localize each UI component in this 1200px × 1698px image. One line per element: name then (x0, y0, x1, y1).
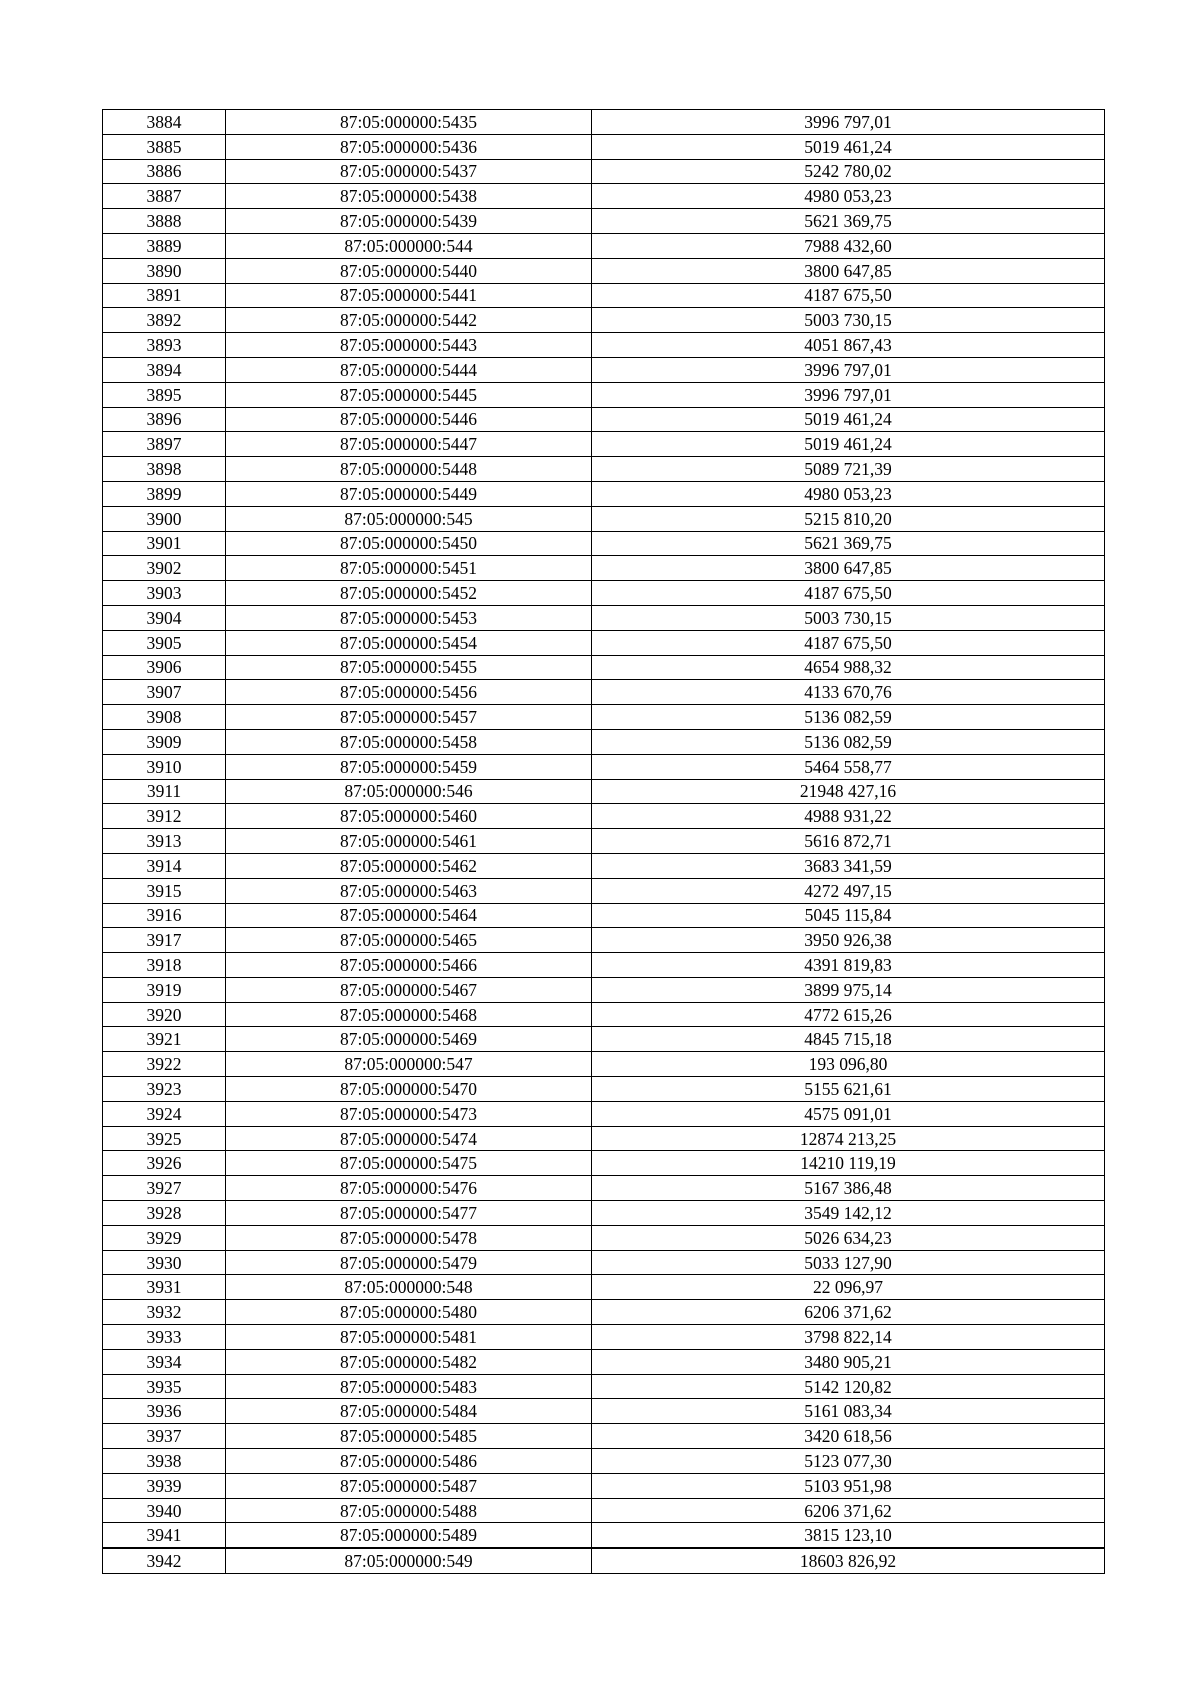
cadastral-value-cell: 5003 730,15 (592, 605, 1105, 630)
table-row (103, 110, 1105, 135)
row-number-cell: 3905 (103, 630, 226, 655)
cadastral-value-cell: 3549 142,12 (592, 1201, 1105, 1226)
row-number-cell: 3927 (103, 1176, 226, 1201)
table-row (103, 878, 1105, 903)
cadastral-value-cell: 4187 675,50 (592, 283, 1105, 308)
row-number-cell: 3906 (103, 655, 226, 680)
row-number-cell: 3884 (103, 110, 226, 135)
cadastral-number-cell: 87:05:000000:544 (226, 233, 592, 258)
cadastral-number-cell: 87:05:000000:5449 (226, 481, 592, 506)
cadastral-value-cell: 4272 497,15 (592, 878, 1105, 903)
row-number-cell: 3894 (103, 357, 226, 382)
cadastral-number-cell: 87:05:000000:5454 (226, 630, 592, 655)
table-row (103, 729, 1105, 754)
table-row (103, 1424, 1105, 1449)
cadastral-value-cell: 3899 975,14 (592, 977, 1105, 1002)
row-number-cell: 3932 (103, 1300, 226, 1325)
cadastral-number-cell: 87:05:000000:5452 (226, 581, 592, 606)
cadastral-value-cell: 5242 780,02 (592, 159, 1105, 184)
cadastral-number-cell: 87:05:000000:547 (226, 1052, 592, 1077)
row-number-cell: 3919 (103, 977, 226, 1002)
cadastral-number-cell: 87:05:000000:5460 (226, 804, 592, 829)
table-row (103, 1473, 1105, 1498)
table-row (103, 1548, 1105, 1573)
cadastral-value-cell: 5142 120,82 (592, 1374, 1105, 1399)
cadastral-number-cell: 87:05:000000:5444 (226, 357, 592, 382)
cadastral-value-cell: 5616 872,71 (592, 829, 1105, 854)
cadastral-value-cell: 21948 427,16 (592, 779, 1105, 804)
cadastral-number-cell: 87:05:000000:5465 (226, 928, 592, 953)
cadastral-number-cell: 87:05:000000:5435 (226, 110, 592, 135)
row-number-cell: 3928 (103, 1201, 226, 1226)
row-number-cell: 3939 (103, 1473, 226, 1498)
table-row (103, 1399, 1105, 1424)
cadastral-number-cell: 87:05:000000:5442 (226, 308, 592, 333)
cadastral-number-cell: 87:05:000000:5477 (226, 1201, 592, 1226)
table-row (103, 481, 1105, 506)
cadastral-value-cell: 3815 123,10 (592, 1523, 1105, 1548)
table-row (103, 1349, 1105, 1374)
table-row (103, 1275, 1105, 1300)
cadastral-number-cell: 87:05:000000:5453 (226, 605, 592, 630)
cadastral-number-cell: 87:05:000000:5438 (226, 184, 592, 209)
cadastral-value-cell: 5155 621,61 (592, 1077, 1105, 1102)
row-number-cell: 3892 (103, 308, 226, 333)
table-row (103, 258, 1105, 283)
cadastral-value-cell: 3683 341,59 (592, 853, 1105, 878)
cadastral-number-cell: 87:05:000000:549 (226, 1548, 592, 1573)
cadastral-value-cell: 4980 053,23 (592, 184, 1105, 209)
cadastral-number-cell: 87:05:000000:5467 (226, 977, 592, 1002)
table-body (103, 110, 1105, 1574)
cadastral-value-cell: 4654 988,32 (592, 655, 1105, 680)
row-number-cell: 3920 (103, 1002, 226, 1027)
cadastral-number-cell: 87:05:000000:5479 (226, 1250, 592, 1275)
cadastral-number-cell: 87:05:000000:5457 (226, 705, 592, 730)
table-row (103, 1077, 1105, 1102)
cadastral-number-cell: 87:05:000000:5448 (226, 457, 592, 482)
row-number-cell: 3899 (103, 481, 226, 506)
table-row (103, 903, 1105, 928)
table-row (103, 1101, 1105, 1126)
table-row (103, 1052, 1105, 1077)
table-row (103, 829, 1105, 854)
table-row (103, 209, 1105, 234)
cadastral-value-cell: 3800 647,85 (592, 258, 1105, 283)
row-number-cell: 3886 (103, 159, 226, 184)
row-number-cell: 3940 (103, 1498, 226, 1523)
row-number-cell: 3915 (103, 878, 226, 903)
cadastral-number-cell: 87:05:000000:5469 (226, 1027, 592, 1052)
table-row (103, 159, 1105, 184)
row-number-cell: 3902 (103, 556, 226, 581)
row-number-cell: 3916 (103, 903, 226, 928)
table-row (103, 457, 1105, 482)
cadastral-value-cell: 4051 867,43 (592, 333, 1105, 358)
cadastral-number-cell: 87:05:000000:5484 (226, 1399, 592, 1424)
cadastral-value-cell: 3950 926,38 (592, 928, 1105, 953)
cadastral-value-cell: 18603 826,92 (592, 1548, 1105, 1573)
cadastral-number-cell: 87:05:000000:5458 (226, 729, 592, 754)
table-row (103, 333, 1105, 358)
table-row (103, 1449, 1105, 1474)
cadastral-value-cell: 5621 369,75 (592, 531, 1105, 556)
cadastral-number-cell: 87:05:000000:5473 (226, 1101, 592, 1126)
table-row (103, 680, 1105, 705)
table-row (103, 506, 1105, 531)
cadastral-value-cell: 5464 558,77 (592, 754, 1105, 779)
cadastral-number-cell: 87:05:000000:5440 (226, 258, 592, 283)
cadastral-number-cell: 87:05:000000:5480 (226, 1300, 592, 1325)
cadastral-value-cell: 4187 675,50 (592, 630, 1105, 655)
cadastral-value-cell: 5161 083,34 (592, 1399, 1105, 1424)
row-number-cell: 3935 (103, 1374, 226, 1399)
row-number-cell: 3898 (103, 457, 226, 482)
row-number-cell: 3933 (103, 1325, 226, 1350)
row-number-cell: 3925 (103, 1126, 226, 1151)
row-number-cell: 3889 (103, 233, 226, 258)
table-row (103, 1374, 1105, 1399)
cadastral-number-cell: 87:05:000000:5443 (226, 333, 592, 358)
row-number-cell: 3941 (103, 1523, 226, 1548)
table-row (103, 382, 1105, 407)
cadastral-value-cell: 6206 371,62 (592, 1300, 1105, 1325)
table-row (103, 1151, 1105, 1176)
cadastral-number-cell: 87:05:000000:5445 (226, 382, 592, 407)
table-row (103, 853, 1105, 878)
row-number-cell: 3891 (103, 283, 226, 308)
cadastral-number-cell: 87:05:000000:5474 (226, 1126, 592, 1151)
cadastral-value-cell: 22 096,97 (592, 1275, 1105, 1300)
cadastral-value-cell: 4391 819,83 (592, 953, 1105, 978)
row-number-cell: 3887 (103, 184, 226, 209)
row-number-cell: 3890 (103, 258, 226, 283)
cadastral-number-cell: 87:05:000000:5447 (226, 432, 592, 457)
cadastral-value-cell: 4575 091,01 (592, 1101, 1105, 1126)
cadastral-value-cell: 4980 053,23 (592, 481, 1105, 506)
cadastral-value-cell: 5103 951,98 (592, 1473, 1105, 1498)
row-number-cell: 3897 (103, 432, 226, 457)
row-number-cell: 3901 (103, 531, 226, 556)
cadastral-value-cell: 3798 822,14 (592, 1325, 1105, 1350)
row-number-cell: 3912 (103, 804, 226, 829)
cadastral-number-cell: 87:05:000000:5459 (226, 754, 592, 779)
table-row (103, 953, 1105, 978)
row-number-cell: 3908 (103, 705, 226, 730)
row-number-cell: 3923 (103, 1077, 226, 1102)
table-row (103, 308, 1105, 333)
row-number-cell: 3921 (103, 1027, 226, 1052)
row-number-cell: 3911 (103, 779, 226, 804)
cadastral-number-cell: 87:05:000000:5488 (226, 1498, 592, 1523)
cadastral-number-cell: 87:05:000000:5439 (226, 209, 592, 234)
cadastral-value-cell: 3996 797,01 (592, 110, 1105, 135)
row-number-cell: 3903 (103, 581, 226, 606)
cadastral-number-cell: 87:05:000000:5482 (226, 1349, 592, 1374)
cadastral-number-cell: 87:05:000000:5451 (226, 556, 592, 581)
table-row (103, 1027, 1105, 1052)
table-row (103, 556, 1105, 581)
cadastral-number-cell: 87:05:000000:5456 (226, 680, 592, 705)
row-number-cell: 3885 (103, 134, 226, 159)
row-number-cell: 3918 (103, 953, 226, 978)
cadastral-value-cell: 5019 461,24 (592, 432, 1105, 457)
table-row (103, 1126, 1105, 1151)
table-row (103, 233, 1105, 258)
cadastral-value-cell: 5215 810,20 (592, 506, 1105, 531)
cadastral-number-cell: 87:05:000000:5441 (226, 283, 592, 308)
cadastral-number-cell: 87:05:000000:5463 (226, 878, 592, 903)
row-number-cell: 3909 (103, 729, 226, 754)
row-number-cell: 3910 (103, 754, 226, 779)
row-number-cell: 3893 (103, 333, 226, 358)
table-row (103, 134, 1105, 159)
cadastral-value-cell: 4845 715,18 (592, 1027, 1105, 1052)
cadastral-value-cell: 5045 115,84 (592, 903, 1105, 928)
row-number-cell: 3924 (103, 1101, 226, 1126)
cadastral-number-cell: 87:05:000000:5437 (226, 159, 592, 184)
cadastral-number-cell: 87:05:000000:5464 (226, 903, 592, 928)
cadastral-number-cell: 87:05:000000:5450 (226, 531, 592, 556)
cadastral-number-cell: 87:05:000000:545 (226, 506, 592, 531)
cadastral-value-cell: 193 096,80 (592, 1052, 1105, 1077)
row-number-cell: 3914 (103, 853, 226, 878)
table-row (103, 432, 1105, 457)
table-row (103, 977, 1105, 1002)
table-row (103, 779, 1105, 804)
table-row (103, 1176, 1105, 1201)
row-number-cell: 3929 (103, 1225, 226, 1250)
row-number-cell: 3930 (103, 1250, 226, 1275)
row-number-cell: 3896 (103, 407, 226, 432)
table-row (103, 1002, 1105, 1027)
cadastral-number-cell: 87:05:000000:5455 (226, 655, 592, 680)
table-row (103, 407, 1105, 432)
table-row (103, 531, 1105, 556)
row-number-cell: 3895 (103, 382, 226, 407)
cadastral-number-cell: 87:05:000000:5462 (226, 853, 592, 878)
table-row (103, 605, 1105, 630)
cadastral-number-cell: 87:05:000000:5476 (226, 1176, 592, 1201)
table-row (103, 655, 1105, 680)
cadastral-value-cell: 5621 369,75 (592, 209, 1105, 234)
cadastral-value-table (102, 109, 1105, 1574)
row-number-cell: 3907 (103, 680, 226, 705)
cadastral-number-cell: 87:05:000000:546 (226, 779, 592, 804)
cadastral-value-cell: 5019 461,24 (592, 134, 1105, 159)
cadastral-value-cell: 4187 675,50 (592, 581, 1105, 606)
table-row (103, 1523, 1105, 1548)
row-number-cell: 3931 (103, 1275, 226, 1300)
cadastral-number-cell: 87:05:000000:5485 (226, 1424, 592, 1449)
table-row (103, 804, 1105, 829)
row-number-cell: 3922 (103, 1052, 226, 1077)
cadastral-number-cell: 87:05:000000:5468 (226, 1002, 592, 1027)
cadastral-number-cell: 87:05:000000:5487 (226, 1473, 592, 1498)
cadastral-value-cell: 3996 797,01 (592, 357, 1105, 382)
cadastral-value-cell: 7988 432,60 (592, 233, 1105, 258)
row-number-cell: 3900 (103, 506, 226, 531)
row-number-cell: 3913 (103, 829, 226, 854)
cadastral-value-cell: 5019 461,24 (592, 407, 1105, 432)
table-row (103, 357, 1105, 382)
cadastral-value-cell: 4772 615,26 (592, 1002, 1105, 1027)
table-row (103, 1250, 1105, 1275)
cadastral-value-cell: 5136 082,59 (592, 729, 1105, 754)
cadastral-value-cell: 5003 730,15 (592, 308, 1105, 333)
table-row (103, 581, 1105, 606)
table-row (103, 1325, 1105, 1350)
row-number-cell: 3942 (103, 1548, 226, 1573)
cadastral-number-cell: 87:05:000000:5486 (226, 1449, 592, 1474)
row-number-cell: 3937 (103, 1424, 226, 1449)
cadastral-value-cell: 3480 905,21 (592, 1349, 1105, 1374)
cadastral-value-cell: 3996 797,01 (592, 382, 1105, 407)
cadastral-number-cell: 87:05:000000:5461 (226, 829, 592, 854)
cadastral-number-cell: 87:05:000000:5466 (226, 953, 592, 978)
row-number-cell: 3936 (103, 1399, 226, 1424)
cadastral-value-cell: 6206 371,62 (592, 1498, 1105, 1523)
cadastral-number-cell: 87:05:000000:5446 (226, 407, 592, 432)
cadastral-value-cell: 3800 647,85 (592, 556, 1105, 581)
cadastral-number-cell: 87:05:000000:548 (226, 1275, 592, 1300)
cadastral-value-cell: 5026 634,23 (592, 1225, 1105, 1250)
table-row (103, 928, 1105, 953)
table-row (103, 630, 1105, 655)
cadastral-value-cell: 5033 127,90 (592, 1250, 1105, 1275)
table-row (103, 1498, 1105, 1523)
row-number-cell: 3938 (103, 1449, 226, 1474)
cadastral-value-cell: 5123 077,30 (592, 1449, 1105, 1474)
cadastral-number-cell: 87:05:000000:5475 (226, 1151, 592, 1176)
table-row (103, 1201, 1105, 1226)
row-number-cell: 3888 (103, 209, 226, 234)
row-number-cell: 3917 (103, 928, 226, 953)
cadastral-number-cell: 87:05:000000:5478 (226, 1225, 592, 1250)
cadastral-value-cell: 5089 721,39 (592, 457, 1105, 482)
cadastral-number-cell: 87:05:000000:5470 (226, 1077, 592, 1102)
row-number-cell: 3926 (103, 1151, 226, 1176)
cadastral-value-cell: 4133 670,76 (592, 680, 1105, 705)
cadastral-number-cell: 87:05:000000:5481 (226, 1325, 592, 1350)
cadastral-value-cell: 5136 082,59 (592, 705, 1105, 730)
cadastral-number-cell: 87:05:000000:5436 (226, 134, 592, 159)
cadastral-value-cell: 3420 618,56 (592, 1424, 1105, 1449)
table-row (103, 184, 1105, 209)
cadastral-number-cell: 87:05:000000:5489 (226, 1523, 592, 1548)
table-row (103, 1225, 1105, 1250)
cadastral-value-cell: 14210 119,19 (592, 1151, 1105, 1176)
cadastral-value-cell: 5167 386,48 (592, 1176, 1105, 1201)
row-number-cell: 3904 (103, 605, 226, 630)
cadastral-value-cell: 4988 931,22 (592, 804, 1105, 829)
row-number-cell: 3934 (103, 1349, 226, 1374)
cadastral-value-cell: 12874 213,25 (592, 1126, 1105, 1151)
table-row (103, 1300, 1105, 1325)
table-row (103, 705, 1105, 730)
table-row (103, 754, 1105, 779)
cadastral-number-cell: 87:05:000000:5483 (226, 1374, 592, 1399)
table-row (103, 283, 1105, 308)
